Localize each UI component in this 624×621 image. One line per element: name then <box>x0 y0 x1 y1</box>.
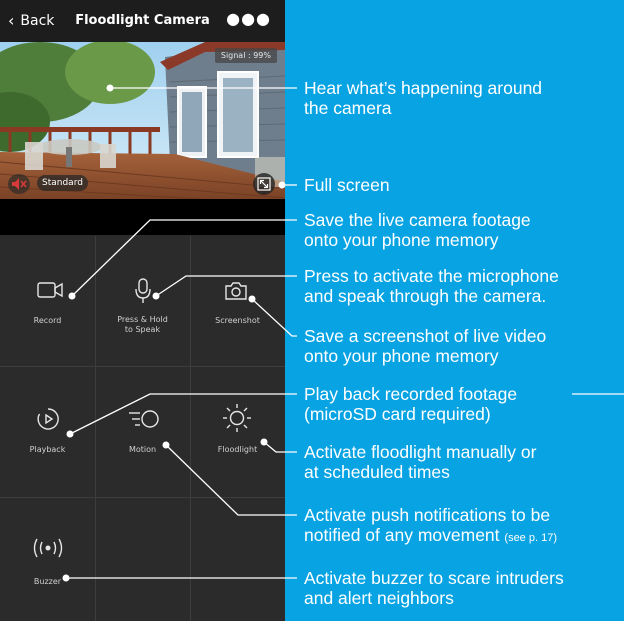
callout-floodlight <box>304 442 536 482</box>
callout-playback-line1: Play back recorded footage <box>304 384 518 404</box>
callout-screenshot <box>304 326 546 366</box>
quality-toggle[interactable]: Standard <box>37 175 88 191</box>
chevron-left-icon: ‹ <box>8 11 15 30</box>
callout-microphone-line1: Press to activate the microphone <box>304 266 559 286</box>
callout-hear <box>304 78 542 118</box>
callout-motion-line1: Activate push notifications to be <box>304 505 551 525</box>
more-dots-icon[interactable]: ●●● <box>226 9 271 28</box>
callout-save-live-line2: onto your phone memory <box>304 230 499 250</box>
callout-hear-line2: the camera <box>304 98 392 118</box>
callout-buzzer-line2: and alert neighbors <box>304 588 454 608</box>
speak-label-line2: to Speak <box>124 325 161 334</box>
speak-label-line1: Press & Hold <box>117 315 168 324</box>
callout-fullscreen-line1: Full screen <box>304 175 390 195</box>
page-title: Floodlight Camera <box>75 13 210 28</box>
callout-microphone <box>304 266 559 306</box>
callout-floodlight-line2: at scheduled times <box>304 462 450 482</box>
callout-floodlight-line1: Activate floodlight manually or <box>304 442 537 462</box>
buzzer-label: Buzzer <box>33 577 62 586</box>
back-label: Back <box>20 12 55 29</box>
callout-motion <box>304 505 557 548</box>
callout-screenshot-line2: onto your phone memory <box>304 346 499 366</box>
callout-microphone-line2: and speak through the camera. <box>304 286 547 306</box>
screenshot-label: Screenshot <box>215 316 260 325</box>
callout-buzzer <box>304 568 564 608</box>
callout-fullscreen <box>304 175 390 195</box>
callout-save-live-line1: Save the live camera footage <box>304 210 531 230</box>
callout-motion-page-note: (see p. 17) <box>504 532 557 544</box>
callout-hear-line1: Hear what’s happening around <box>304 78 543 98</box>
callout-motion-line2-text: notified of any movement <box>304 525 500 545</box>
callout-screenshot-line1: Save a screenshot of live video <box>304 326 547 346</box>
motion-label: Motion <box>128 445 157 454</box>
playback-label: Playback <box>29 445 66 454</box>
callout-save-live <box>304 210 531 250</box>
callout-playback-line2: (microSD card required) <box>304 404 491 424</box>
signal-strength: Signal : 99% <box>215 48 277 63</box>
floodlight-label: Floodlight <box>217 445 258 454</box>
callout-buzzer-line1: Activate buzzer to scare intruders <box>304 568 564 588</box>
record-label: Record <box>33 316 62 325</box>
callout-playback <box>304 384 517 424</box>
callout-motion-line2 <box>304 525 557 548</box>
